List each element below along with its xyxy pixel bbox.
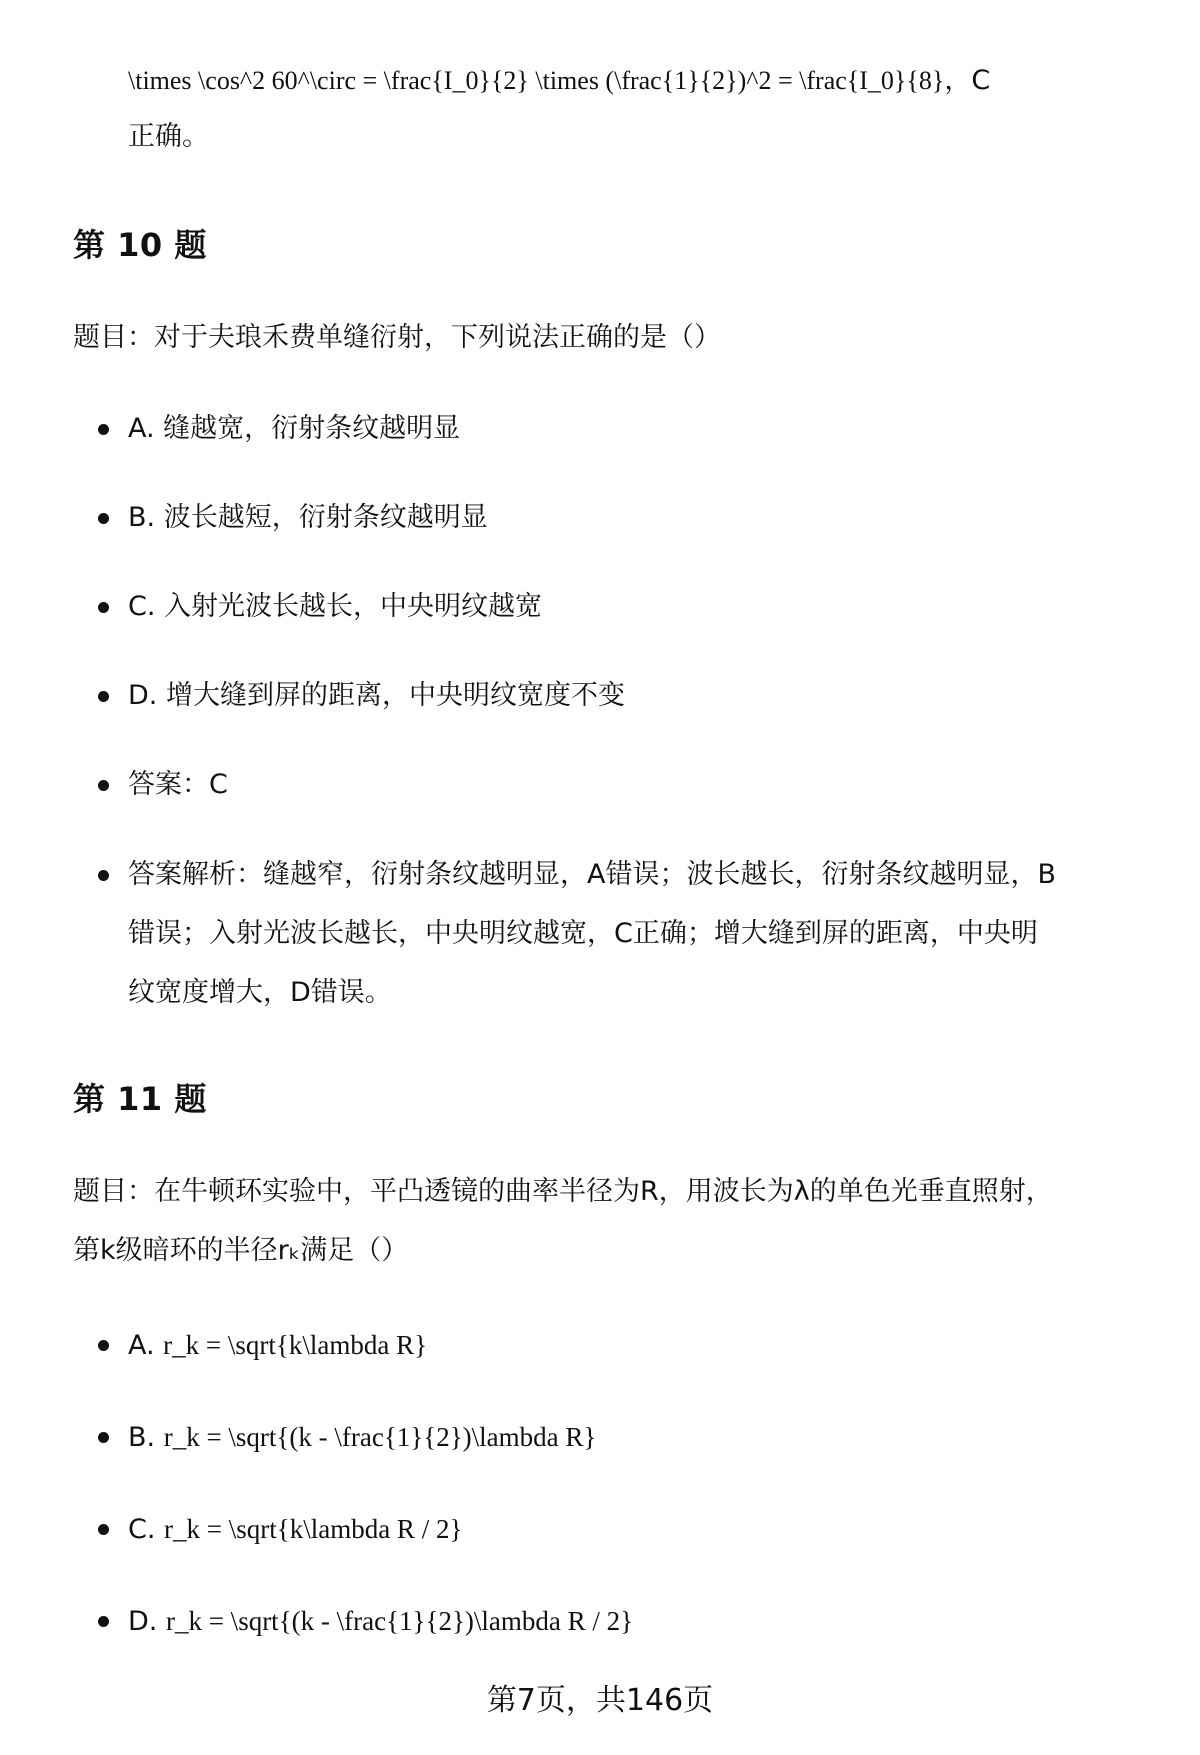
q10-option-c: C. 入射光波长越长，中央明纹越宽 (128, 591, 543, 622)
q10-option-b: B. 波长越短，衍射条纹越明显 (128, 502, 488, 533)
option-formula: r_k = \sqrt{k\lambda R / 2} (164, 1514, 463, 1544)
option-letter: C. (128, 1514, 156, 1545)
q11-option-b (128, 1408, 1158, 1467)
continuation-line-2: 正确。 (128, 121, 209, 152)
option-letter: B. (128, 1422, 156, 1453)
q11-stem-line-2: 第k级暗环的半径rₖ满足（） (73, 1235, 409, 1266)
q10-answer: 答案：C (128, 769, 228, 800)
bullet-icon (98, 424, 109, 435)
q10-analysis-line-1: 答案解析：缝越窄，衍射条纹越明显，A错误；波长越长，衍射条纹越明显，B (128, 859, 1056, 890)
bullet-icon (98, 1432, 109, 1443)
q10-option-d: D. 增大缝到屏的距离，中央明纹宽度不变 (128, 680, 625, 711)
bullet-icon (98, 780, 109, 791)
q10-option-a: A. 缝越宽，衍射条纹越明显 (128, 413, 461, 444)
q11-option-a (128, 1316, 1158, 1375)
page-footer: 第7页，共146页 (486, 1683, 714, 1718)
option-formula: r_k = \sqrt{(k - \frac{1}{2})\lambda R / 2} (165, 1606, 634, 1636)
q10-analysis-line-2: 错误；入射光波长越长，中央明纹越宽，C正确；增大缝到屏的距离，中央明 (128, 918, 1038, 949)
option-letter: D. (128, 1606, 158, 1637)
q10-stem: 题目：对于夫琅禾费单缝衍射，下列说法正确的是（） (73, 322, 721, 353)
continuation-formula: \times \cos^2 60^\circ = \frac{I_0}{2} \times (\frac{1}{2})^2 = \frac{I_0}{8} (128, 66, 945, 95)
bullet-icon (98, 513, 109, 524)
bullet-icon (98, 1340, 109, 1351)
q11-heading: 第 11 题 (73, 1080, 207, 1118)
continuation-tail: ，C (944, 65, 991, 96)
bullet-icon (98, 1616, 109, 1627)
q10-heading: 第 10 题 (73, 226, 207, 264)
option-letter: A. (128, 1330, 155, 1361)
bullet-icon (98, 1524, 109, 1535)
bullet-icon (98, 870, 109, 881)
bullet-icon (98, 602, 109, 613)
continuation-line-1 (128, 58, 990, 97)
bullet-icon (98, 691, 109, 702)
option-formula: r_k = \sqrt{k\lambda R} (163, 1330, 428, 1360)
q11-option-c (128, 1500, 1158, 1559)
q11-stem-line-1: 题目：在牛顿环实验中，平凸透镜的曲率半径为R，用波长为λ的单色光垂直照射， (73, 1176, 1053, 1207)
q10-analysis-line-3: 纹宽度增大，D错误。 (128, 977, 392, 1008)
q11-option-d (128, 1592, 1158, 1651)
option-formula: r_k = \sqrt{(k - \frac{1}{2})\lambda R} (163, 1422, 597, 1452)
